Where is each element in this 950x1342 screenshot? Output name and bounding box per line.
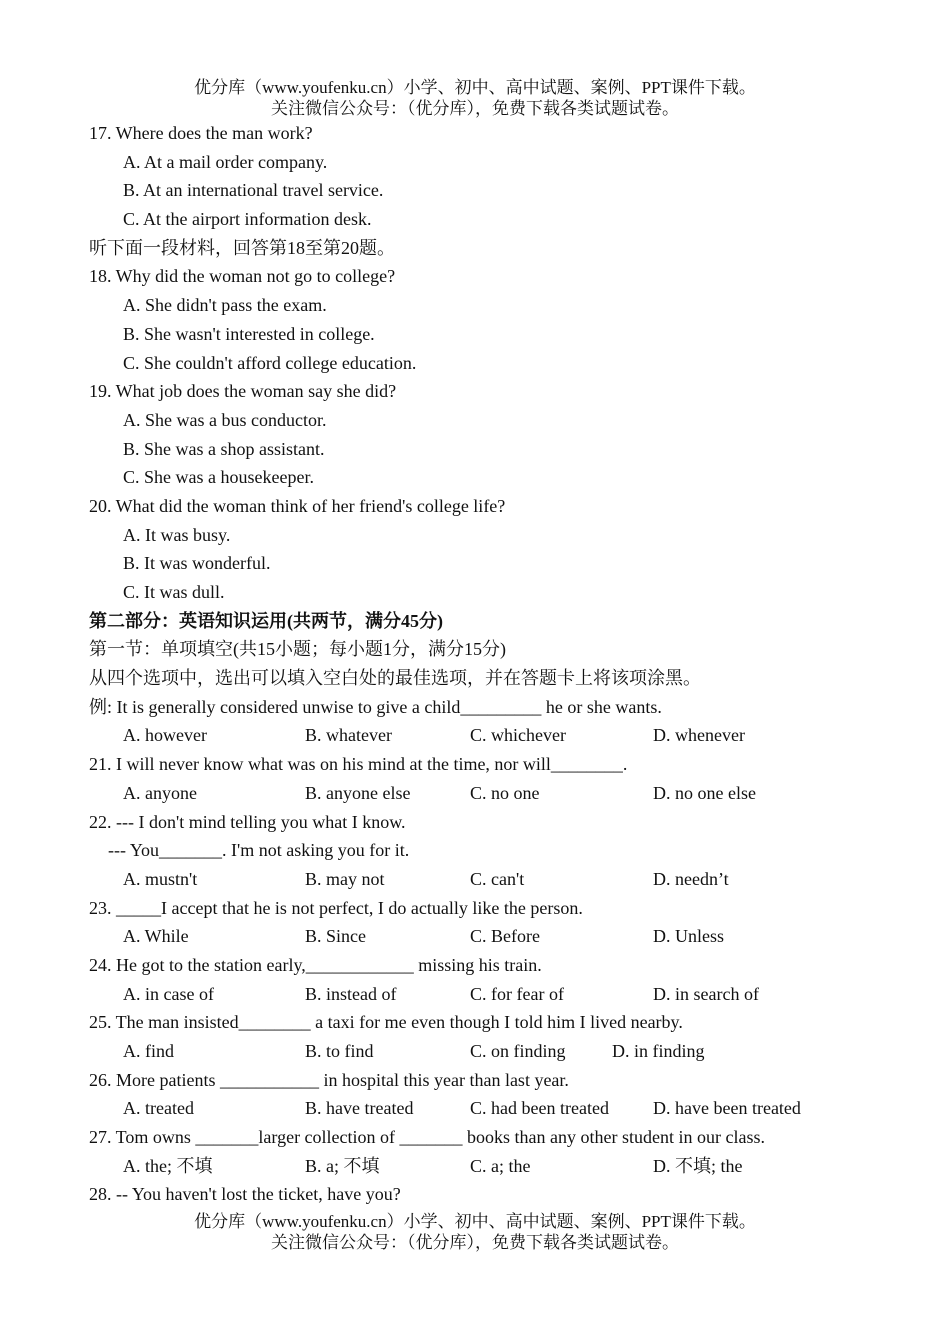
answer-option: B. She was a shop assistant. xyxy=(123,438,325,459)
answer-option: C. whichever xyxy=(470,725,566,746)
question-text: 22. --- I don't mind telling you what I know. xyxy=(89,811,406,832)
answer-option: A. find xyxy=(123,1041,174,1061)
question-text: 26. More patients ___________ in hospital this year than last year. xyxy=(89,1069,569,1090)
answer-option: A. While xyxy=(123,926,189,947)
answer-options-row xyxy=(89,1094,879,1123)
page-header xyxy=(0,77,950,119)
header-line-2: 关注微信公众号：（优分库），免费下载各类试题试卷。 xyxy=(271,99,679,118)
question-text: 听下面一段材料，回答第18至第20题。 xyxy=(89,237,395,258)
answer-option: B. She wasn't interested in college. xyxy=(123,323,375,344)
question-text: 18. Why did the woman not go to college? xyxy=(89,266,396,287)
answer-option: A. At a mail order company. xyxy=(123,151,328,172)
answer-options-row xyxy=(89,1037,879,1066)
answer-option: D. in finding xyxy=(612,1041,705,1061)
answer-option: A. It was busy. xyxy=(123,524,231,545)
question-text: 17. Where does the man work? xyxy=(89,123,313,143)
question-text: 24. He got to the station early,____________ missing his train. xyxy=(89,954,542,975)
answer-option: A. She didn't pass the exam. xyxy=(123,295,327,316)
answer-options-row xyxy=(89,721,879,750)
answer-option: D. in search of xyxy=(653,983,759,1004)
page-footer xyxy=(0,1211,950,1253)
answer-option: B. may not xyxy=(305,868,385,889)
answer-option: C. on finding xyxy=(470,1041,566,1061)
answer-option: B. to find xyxy=(305,1041,374,1061)
answer-option: C. It was dull. xyxy=(123,582,225,602)
dialogue-line: --- You_______. I'm not asking you for it. xyxy=(108,840,410,861)
answer-option: D. whenever xyxy=(653,725,745,746)
answer-option: D. no one else xyxy=(653,782,756,803)
answer-option: D. 不填; the xyxy=(653,1155,743,1176)
question-text: 28. -- You haven't lost the ticket, have you? xyxy=(89,1184,401,1205)
answer-option: D. needn’t xyxy=(653,868,729,889)
footer-line-1: 优分库（www.youfenku.cn）小学、初中、高中试题、案例、PPT课件下载。 xyxy=(194,1212,756,1231)
answer-option: A. anyone xyxy=(123,782,197,803)
answer-option: A. She was a bus conductor. xyxy=(123,409,327,430)
footer-line-2: 关注微信公众号：（优分库），免费下载各类试题试卷。 xyxy=(271,1233,679,1252)
answer-option: C. for fear of xyxy=(470,983,564,1004)
answer-options-row xyxy=(89,922,879,951)
question-text: 21. I will never know what was on his mind at the time, nor will________. xyxy=(89,754,628,775)
answer-options-row xyxy=(89,980,879,1009)
answer-option: B. a; 不填 xyxy=(305,1155,380,1176)
question-text: 20. What did the woman think of her friend's college life? xyxy=(89,495,506,516)
answer-option: D. have been treated xyxy=(653,1098,801,1119)
question-text: 23. _____I accept that he is not perfect, I do actually like the person. xyxy=(89,897,583,918)
answer-option: C. can't xyxy=(470,868,525,889)
answer-options-row xyxy=(89,1152,879,1181)
question-text: 19. What job does the woman say she did? xyxy=(89,381,397,402)
answer-option: C. no one xyxy=(470,782,540,803)
answer-option: B. anyone else xyxy=(305,782,411,803)
answer-option: C. She was a housekeeper. xyxy=(123,467,314,488)
answer-option: B. instead of xyxy=(305,983,397,1004)
answer-options-row xyxy=(89,865,879,894)
answer-option: A. in case of xyxy=(123,983,214,1004)
answer-option: B. whatever xyxy=(305,725,392,746)
answer-option: C. Before xyxy=(470,926,540,947)
question-text: 27. Tom owns _______larger collection of _______ books than any other student in our class. xyxy=(89,1127,765,1148)
answer-option: A. mustn't xyxy=(123,868,198,889)
header-line-1: 优分库（www.youfenku.cn）小学、初中、高中试题、案例、PPT课件下载。 xyxy=(194,78,756,97)
question-text: 25. The man insisted________ a taxi for me even though I told him I lived nearby. xyxy=(89,1012,683,1033)
answer-option: C. She couldn't afford college education. xyxy=(123,352,417,373)
answer-option: C. had been treated xyxy=(470,1098,609,1119)
question-text: 例: It is generally considered unwise to give a child_________ he or she wants. xyxy=(89,696,662,717)
answer-option: A. the; 不填 xyxy=(123,1155,213,1176)
answer-options-row xyxy=(89,779,879,808)
question-text: 从四个选项中，选出可以填入空白处的最佳选项，并在答题卡上将该项涂黑。 xyxy=(89,668,701,689)
answer-option: C. a; the xyxy=(470,1155,531,1176)
answer-option: C. At the airport information desk. xyxy=(123,209,372,230)
answer-option: B. It was wonderful. xyxy=(123,553,271,574)
answer-option: B. At an international travel service. xyxy=(123,180,384,201)
answer-option: B. have treated xyxy=(305,1098,414,1119)
answer-option: D. Unless xyxy=(653,926,724,947)
answer-option: B. Since xyxy=(305,926,366,947)
section-heading: 第二部分：英语知识运用(共两节，满分45分) xyxy=(89,610,443,631)
answer-option: A. treated xyxy=(123,1098,194,1119)
question-text: 第一节：单项填空(共15小题；每小题1分，满分15分) xyxy=(89,639,506,660)
exam-content xyxy=(89,119,879,1209)
answer-option: A. however xyxy=(123,725,207,746)
